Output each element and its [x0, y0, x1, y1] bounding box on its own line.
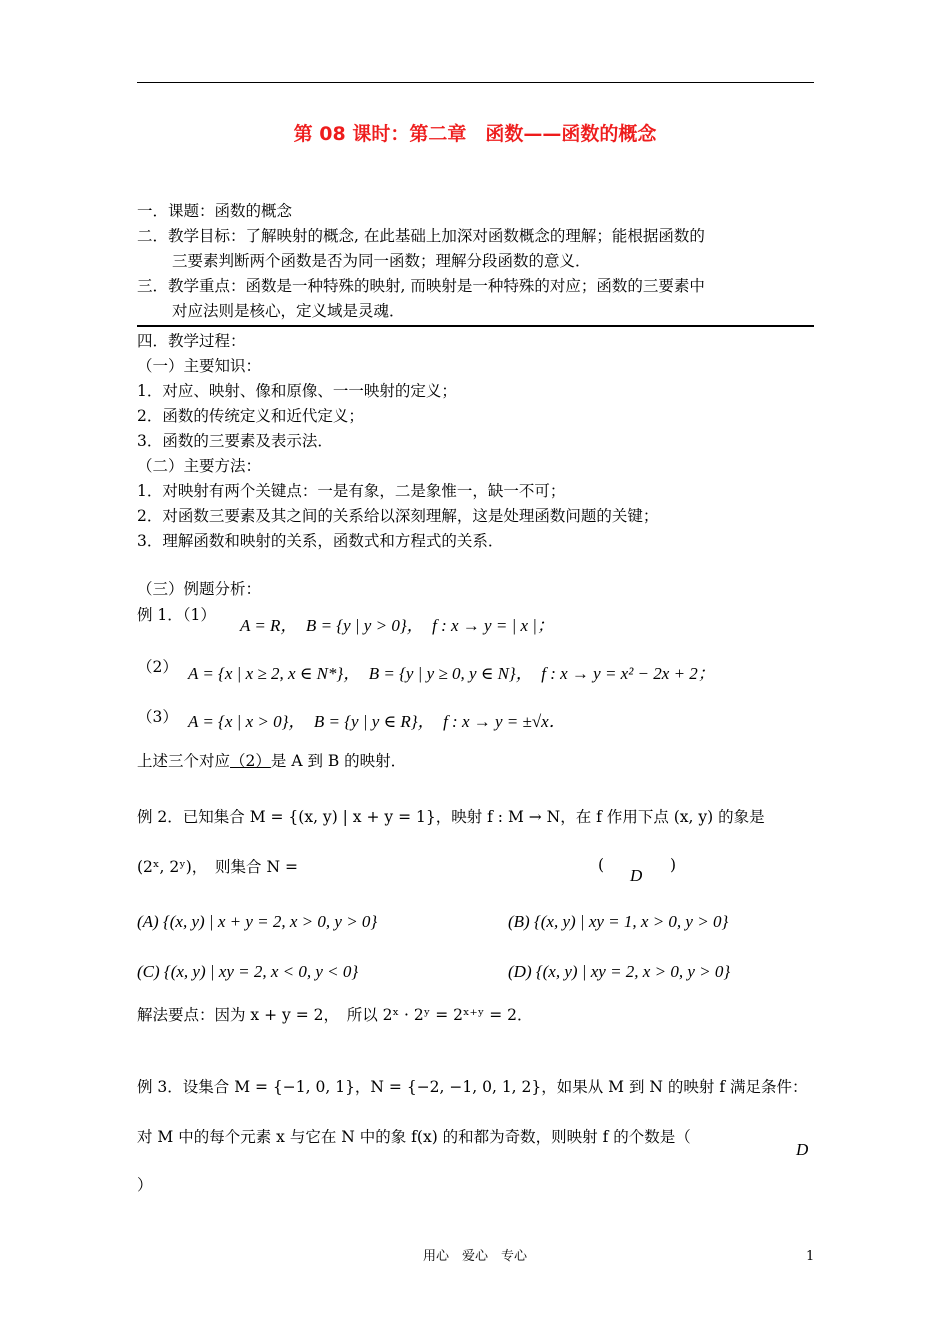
example-3-close-paren: ） — [137, 1176, 153, 1194]
example-1-answer-prefix: 上述三个对应 — [137, 752, 231, 770]
example-1-part-2-label: （2） — [137, 658, 178, 676]
example-3-line-1: 例 3．设集合 M = {−1, 0, 1}，N = {−2, −1, 0, 1, 2}，如果从 M 到 N 的映射 f 满足条件： — [137, 1078, 808, 1096]
example-3-line-2: 对 M 中的每个元素 x 与它在 N 中的象 f(x) 的和都为奇数，则映射 f 的个数是（ — [137, 1128, 691, 1146]
example-2-option-a: (A) {(x, y) | x + y = 2, x > 0, y > 0} — [137, 912, 378, 931]
section-4: 四．教学过程： — [137, 332, 246, 350]
knowledge-item-3: 3．函数的三要素及表示法． — [137, 432, 333, 450]
example-2-option-b: (B) {(x, y) | xy = 1, x > 0, y > 0} — [508, 912, 729, 931]
knowledge-item-1: 1．对应、映射、像和原像、一一映射的定义； — [137, 382, 457, 400]
example-2-paren-close: ) — [670, 856, 677, 874]
example-1-answer-suffix: 是 A 到 B 的映射． — [270, 752, 407, 770]
example-2-paren-open: ( — [598, 856, 605, 874]
method-item-1: 1．对映射有两个关键点：一是有象，二是象惟一，缺一不可； — [137, 482, 566, 500]
method-item-2: 2．对函数三要素及其之间的关系给以深刻理解，这是处理函数问题的关键； — [137, 507, 659, 525]
page-footer: 用心 爱心 专心 — [422, 1249, 527, 1264]
section-3-line-1: 三．教学重点：函数是一种特殊的映射, 而映射是一种特殊的对应；函数的三要素中 — [137, 277, 705, 295]
example-1-part-1-math: A = R， B = {y | y > 0}， f : x → y = | x |； — [240, 616, 554, 635]
example-1-answer: （2） — [230, 752, 271, 770]
example-3-answer: D — [796, 1140, 809, 1159]
example-2-line-2: (2ˣ, 2ʸ)， 则集合 N = — [137, 858, 298, 876]
example-1-answer-line — [137, 752, 406, 771]
part-2-heading: （二）主要方法： — [137, 457, 262, 475]
section-divider — [137, 325, 814, 327]
section-1: 一．课题：函数的概念 — [137, 202, 293, 220]
example-2-answer: D — [630, 866, 643, 885]
example-1-part-3-math: A = {x | x > 0}， B = {y | y ∈ R}， f : x → y = ±√x． — [188, 712, 566, 731]
part-1-heading: （一）主要知识： — [137, 357, 262, 375]
method-item-3: 3．理解函数和映射的关系，函数式和方程式的关系． — [137, 532, 504, 550]
example-2-line-1: 例 2．已知集合 M = {(x, y) | x + y = 1}，映射 f : M → N，在 f 作用下点 (x, y) 的象是 — [137, 808, 765, 826]
part-3-heading: （三）例题分析： — [137, 580, 262, 598]
section-3-line-2: 对应法则是核心，定义域是灵魂． — [172, 302, 405, 320]
example-1-label: 例 1．（1） — [137, 606, 216, 624]
example-1-part-3-label: （3） — [137, 708, 178, 726]
example-2-option-c: (C) {(x, y) | xy = 2, x < 0, y < 0} — [137, 962, 359, 981]
page-number: 1 — [806, 1249, 815, 1264]
section-2-line-2: 三要素判断两个函数是否为同一函数；理解分段函数的意义． — [172, 252, 591, 270]
page-title: 第 08 课时：第二章 函数——函数的概念 — [293, 123, 657, 145]
section-2-line-1: 二．教学目标：了解映射的概念, 在此基础上加深对函数概念的理解；能根据函数的 — [137, 227, 705, 245]
example-2-solution: 解法要点：因为 x + y = 2， 所以 2ˣ · 2ʸ = 2ˣ⁺ʸ = 2． — [137, 1006, 533, 1024]
example-1-part-2-math: A = {x | x ≥ 2, x ∈ N*}， B = {y | y ≥ 0, y ∈ N}， f : x → y = x² − 2x + 2； — [188, 664, 715, 683]
header-rule — [137, 82, 814, 83]
example-2-option-d: (D) {(x, y) | xy = 2, x > 0, y > 0} — [508, 962, 731, 981]
knowledge-item-2: 2．函数的传统定义和近代定义； — [137, 407, 364, 425]
